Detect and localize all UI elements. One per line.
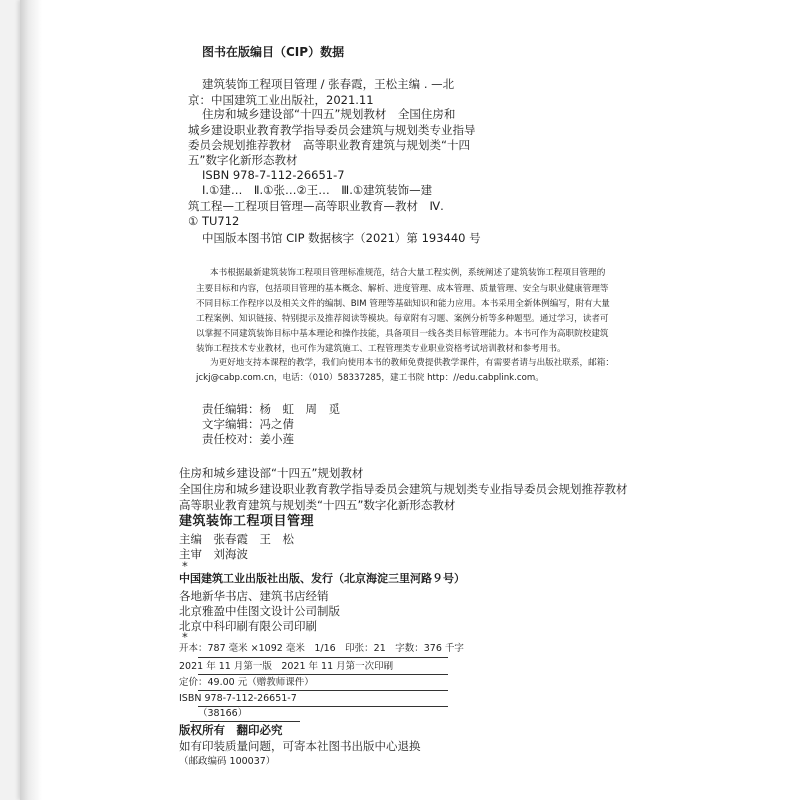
- abstract-line: 工程案例、知识链接、特别提示及推荐阅读等模块。每章附有习题、案例分析等多种题型。通过学习，读者可: [196, 314, 609, 324]
- distribution-line: 北京中科印刷有限公司印刷: [179, 619, 317, 633]
- edition-line: 2021 年 11 月第一版 2021 年 11 月第一次印刷: [179, 661, 394, 672]
- postcode: （邮政编码 100037）: [179, 756, 276, 767]
- publisher: 中国建筑工业出版社出版、发行（北京海淀三里河路９号）: [179, 572, 465, 585]
- quality-note: 如有印装质量问题，可寄本社图书出版中心退换: [179, 739, 421, 753]
- abstract-line: 不同目标工作程序以及相关文件的编制、BIM 管理等基础知识和能力应用。本书采用全新体例编写，附有大量: [196, 299, 610, 309]
- responsible-editor: 责任编辑：杨 虹 周 觅: [202, 402, 340, 416]
- cip-classification: 筑工程—工程项目管理—高等职业教育—教材 Ⅳ.: [188, 199, 444, 213]
- isbn-line: ISBN 978-7-112-26651-7: [179, 693, 297, 704]
- cip-line: 京：中国建筑工业出版社，2021.11: [188, 93, 374, 107]
- abstract-line: 装饰工程技术专业教材，也可作为建筑施工、工程管理类专业职业资格考试培训教材和参考用书。: [196, 344, 566, 354]
- distribution-line: 北京雅盈中佳图文设计公司制版: [179, 604, 340, 618]
- format-line: 开本：787 毫米 ×1092 毫米 1/16 印张：21 字数：376 千字: [179, 643, 464, 654]
- separator-star: *: [182, 559, 188, 573]
- copyright-page: [20, 0, 800, 800]
- page-fold-shadow: [20, 0, 42, 800]
- abstract-line: 主要目标和内容，包括项目管理的基本概念、解析、进度管理、成本管理、质量管理、安全与职业健康管理等: [196, 284, 609, 294]
- abstract-line: 为更好地支持本课程的教学，我们向使用本书的教师免费提供教学课件，有需要者请与出版社联系，邮箱：: [210, 358, 614, 368]
- divider: [190, 721, 300, 722]
- book-title: 建筑装饰工程项目管理: [179, 514, 315, 529]
- divider: [198, 690, 448, 691]
- distribution-line: 各地新华书店、建筑书店经销: [179, 589, 329, 603]
- chief-editor: 主编 张春霞 王 松: [179, 532, 294, 546]
- series-line: 全国住房和城乡建设职业教育教学指导委员会建筑与规划类专业指导委员会规划推荐教材: [179, 482, 628, 496]
- cip-line: 五”数字化新形态教材: [188, 153, 298, 167]
- divider: [198, 657, 448, 658]
- cip-classification: Ⅰ.①建… Ⅱ.①张…②王… Ⅲ.①建筑装饰—建: [202, 183, 433, 197]
- text-editor: 文字编辑：冯之倩: [202, 417, 294, 431]
- abstract-contact: jckj@cabp.com.cn，电话：（010）58337285，建工书院 http：//edu.cabplink.com。: [196, 373, 544, 383]
- rights-reserved: 版权所有 翻印必究: [179, 723, 283, 737]
- cip-isbn: ISBN 978-7-112-26651-7: [202, 168, 345, 182]
- separator-star: *: [182, 630, 188, 644]
- abstract-line: 以掌握不同建筑装饰目标中基本理论和操作技能，具备项目一线各类目标管理能力。本书可作为高职院校建筑: [196, 329, 609, 339]
- cip-line: 委员会规划推荐教材 高等职业教育建筑与规划类“十四: [188, 138, 470, 152]
- cip-heading: 图书在版编目（CIP）数据: [202, 45, 345, 59]
- chief-reviewer: 主审 刘海波: [179, 547, 248, 561]
- price-line: 定价：49.00 元（赠教师课件）: [179, 677, 314, 688]
- abstract-line: 本书根据最新建筑装饰工程项目管理标准规范，结合大量工程实例，系统阐述了建筑装饰工程项目管理的: [210, 268, 606, 278]
- cip-line: 城乡建设职业教育教学指导委员会建筑与规划类专业指导: [188, 123, 476, 137]
- cip-line: 住房和城乡建设部“十四五”规划教材 全国住房和: [202, 107, 456, 121]
- cip-line: 建筑装饰工程项目管理 / 张春霞，王松主编 . —北: [202, 77, 455, 91]
- book-code: （38166）: [198, 708, 248, 719]
- divider: [198, 674, 448, 675]
- cip-verification: 中国版本图书馆 CIP 数据核字（2021）第 193440 号: [202, 231, 481, 245]
- cip-classification: ① TU712: [188, 214, 240, 228]
- series-line: 住房和城乡建设部“十四五”规划教材: [179, 466, 364, 480]
- proofreader: 责任校对：姜小莲: [202, 432, 294, 446]
- series-line: 高等职业教育建筑与规划类“十四五”数字化新形态教材: [179, 498, 456, 512]
